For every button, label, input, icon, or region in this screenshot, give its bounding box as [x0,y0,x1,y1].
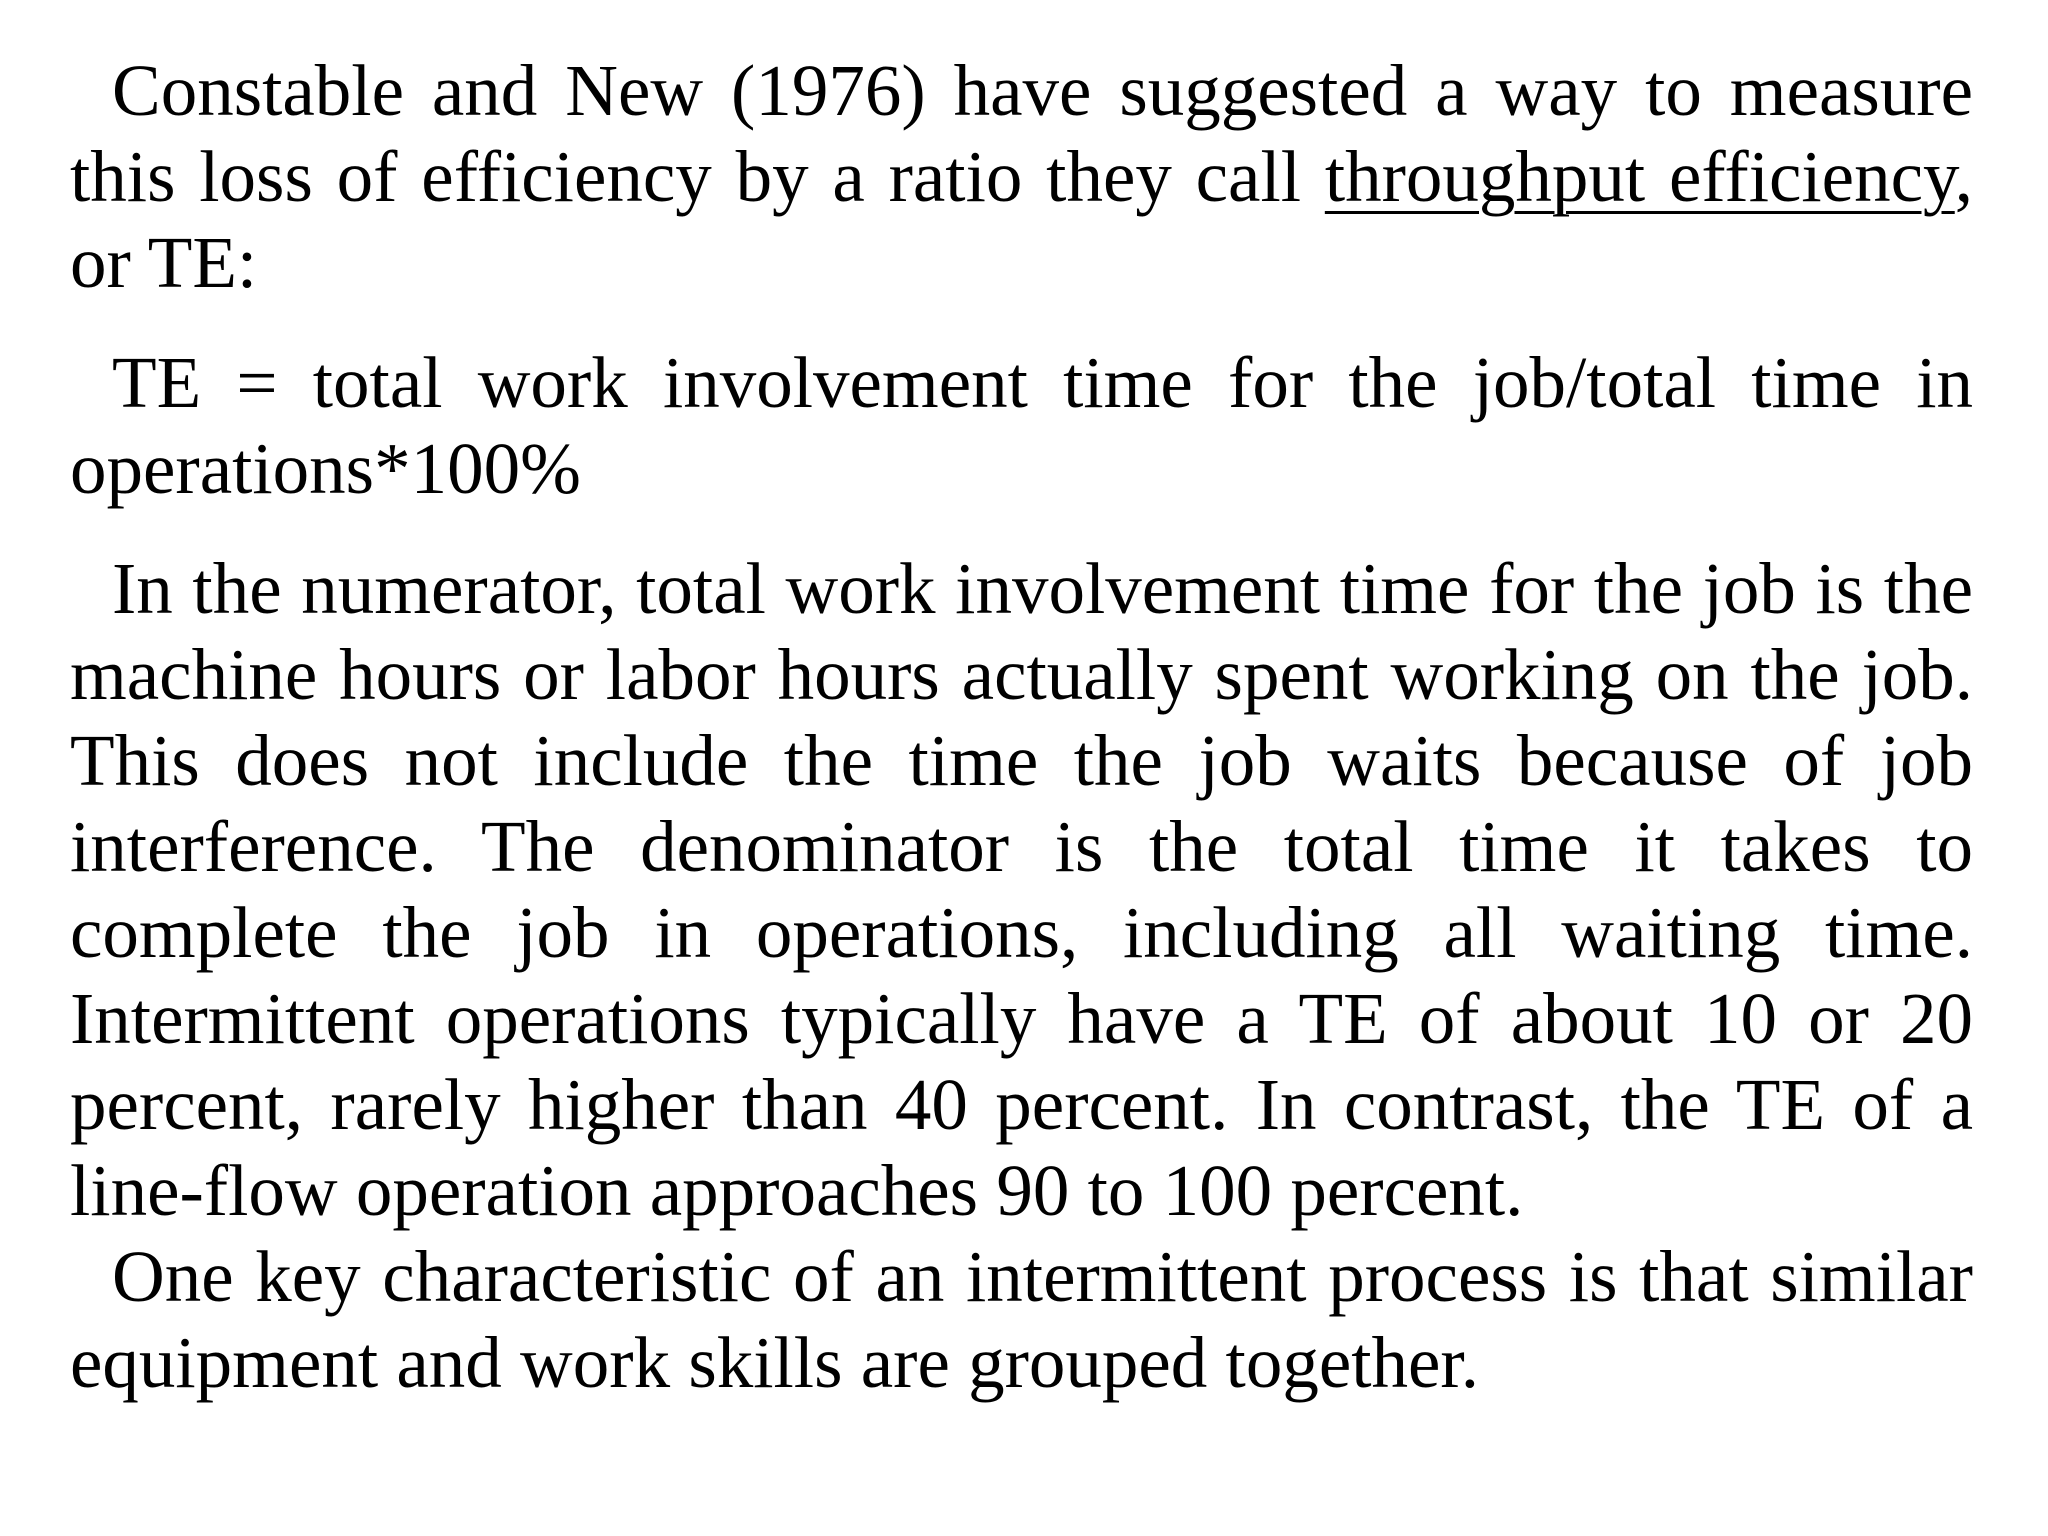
intro-text-end: , or TE: [70,136,1973,303]
paragraph-formula: TE = total work involvement time for the job/total time in operations*100% [70,342,1973,509]
paragraph-characteristic: One key characteristic of an intermittent process is that similar equipment and work skills are grouped together. [70,1236,1973,1403]
paragraph-explanation: In the numerator, total work involvement time for the job is the machine hours or labor hours actually spent working on the job. This does not include the time the job waits because of job interference. The denominator is the total time it takes to complete the job in operations, including all waiting time. Intermittent operations typically have a TE of about 10 or 20 percent, rarely higher than 40 percent. In contrast, the TE of a line-flow operation approaches 90 to 100 percent. [70,548,1973,1231]
paragraph-intro [70,48,1973,306]
slide-body [70,48,1973,1406]
term-throughput-efficiency: throughput efficiency [1324,136,1955,217]
intro-text: Constable and New (1976) have suggested a way to measure this loss of efficiency by a ratio they call [70,50,1973,217]
